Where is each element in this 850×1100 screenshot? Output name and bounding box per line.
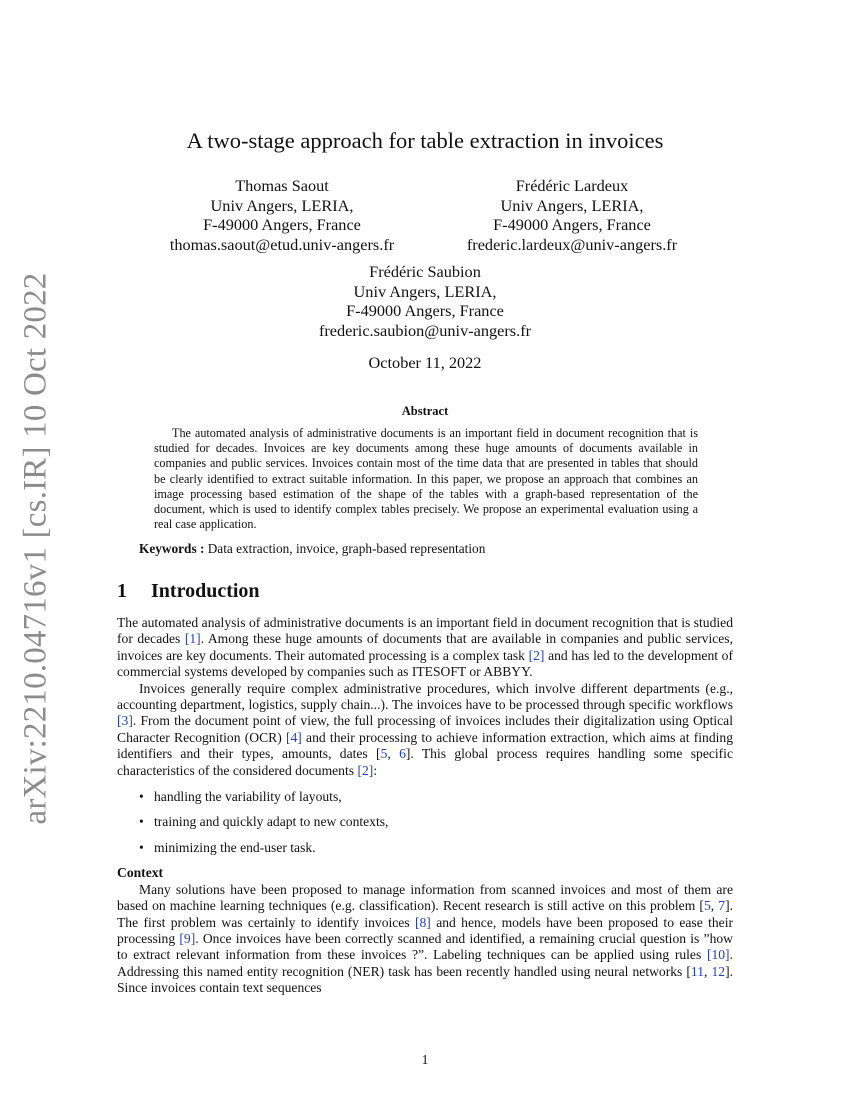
citation-link[interactable]: [10] xyxy=(706,947,730,963)
citation-link[interactable]: [9] xyxy=(179,930,196,946)
section-heading xyxy=(117,580,733,603)
author-address: F-49000 Angers, France xyxy=(203,215,361,235)
section-body xyxy=(117,615,733,997)
citation-link[interactable]: 12 xyxy=(711,963,726,979)
citation-link[interactable]: [1] xyxy=(184,631,201,647)
author-name: Thomas Saout xyxy=(235,176,329,195)
bullet-icon: • xyxy=(139,789,144,805)
citation-link[interactable]: [4] xyxy=(285,729,302,745)
author-affiliation: Univ Angers, LERIA, xyxy=(210,195,354,215)
citation-link[interactable]: [3] xyxy=(117,713,133,729)
list-item: • minimizing the end-user task. xyxy=(139,839,316,855)
citation-link[interactable]: [2] xyxy=(357,762,374,778)
keywords-line xyxy=(139,541,719,557)
arxiv-identifier-stamp xyxy=(16,271,56,825)
citation-link[interactable]: [8] xyxy=(414,914,431,930)
author-email: thomas.saout@etud.univ-angers.fr xyxy=(169,234,395,254)
bullet-icon: • xyxy=(139,839,144,855)
citation-link[interactable]: 5 xyxy=(380,746,388,762)
bullet-list xyxy=(117,789,733,856)
subsection-heading: Context xyxy=(117,865,164,881)
arxiv-identifier-text: arXiv:2210.04716v1 [cs.IR] 10 Oct 2022 xyxy=(17,271,54,825)
paragraph: Many solutions have been proposed to manage information from scanned invoices and most of them are based on machine learning techniques (e.g. classification). Recent research is still active on this problem [5, 7]. The first problem was certainly to identify invoices [8] and hence, models have been proposed to ease their processing [9]. Once invoices have been correctly scanned and identified, a remaining crucial question is ”how to extract relevant information from these invoices ?”. Labeling techniques can be applied using rules [10]. Addressing this named entity recognition (NER) task has been recently handled using neural networks [11, 12]. Since invoices contain text sequences xyxy=(117,881,734,996)
citation-link[interactable]: 5 xyxy=(703,898,711,914)
publication-date: October 11, 2022 xyxy=(368,353,482,372)
abstract-text: The automated analysis of administrative documents is an important field in document recognition that is studied for decades. Invoices are key documents among these huge amounts of documents available in companies and public services. Invoices contain most of the time data that are presented in tables that should be clearly identified to extract suitable information. In this paper, we propose an approach that combines an image processing based estimation of the shape of the tables with a graph-based representation of the document, which is used to identify complex tables precisely. We propose an experimental evaluation using a real case application. xyxy=(154,426,698,532)
author-affiliation: Univ Angers, LERIA, xyxy=(500,195,644,215)
list-item: • handling the variability of layouts, xyxy=(139,789,342,805)
paragraph: Invoices generally require complex administrative procedures, which involve different departments (e.g., accounting department, logistics, supply chain...). The invoices have to be processed through specific workflows [3]. From the document point of view, the full processing of invoices includes their digitalization using Optical Character Recognition (OCR) [4] and their processing to achieve information extraction, which aims at finding identifiers and their types, amounts, dates [5, 6]. This global process requires handling some specific characteristics of the considered documents [2]: xyxy=(117,680,733,778)
keywords-text: Data extraction, invoice, graph-based representation xyxy=(207,541,486,556)
abstract-heading: Abstract xyxy=(401,404,449,418)
citation-link[interactable]: 7 xyxy=(718,898,726,914)
author-block-3 xyxy=(295,262,555,340)
author-block-2 xyxy=(442,176,702,254)
list-item: • training and quickly adapt to new contexts, xyxy=(139,814,389,830)
author-address: F-49000 Angers, France xyxy=(493,215,651,235)
author-email: frederic.lardeux@univ-angers.fr xyxy=(466,234,678,254)
author-name: Frédéric Saubion xyxy=(369,262,481,281)
paper-page xyxy=(117,0,733,1100)
citation-link[interactable]: [2] xyxy=(528,647,545,663)
author-block-1 xyxy=(152,176,412,254)
paper-title: A two-stage approach for table extraction in invoices xyxy=(186,128,664,153)
section-number: 1 xyxy=(117,580,127,602)
author-affiliation: Univ Angers, LERIA, xyxy=(353,281,497,301)
citation-link[interactable]: 6 xyxy=(399,746,406,762)
author-address: F-49000 Angers, France xyxy=(346,301,504,321)
page-number: 1 xyxy=(421,1052,429,1067)
paragraph: The automated analysis of administrative documents is an important field in document recognition that is studied for decades [1]. Among these huge amounts of documents that are available in companies and public services, invoices are key documents. Their automated processing is a complex task [2] and has led to the development of commercial systems developed by companies such as ITESOFT or ABBYY. xyxy=(117,615,733,680)
bullet-icon: • xyxy=(139,814,144,830)
keywords-label: Keywords : xyxy=(139,541,205,556)
author-email: frederic.saubion@univ-angers.fr xyxy=(318,320,532,340)
section-title: Introduction xyxy=(151,580,260,602)
citation-link[interactable]: 11 xyxy=(690,963,705,979)
author-name: Frédéric Lardeux xyxy=(515,176,629,195)
